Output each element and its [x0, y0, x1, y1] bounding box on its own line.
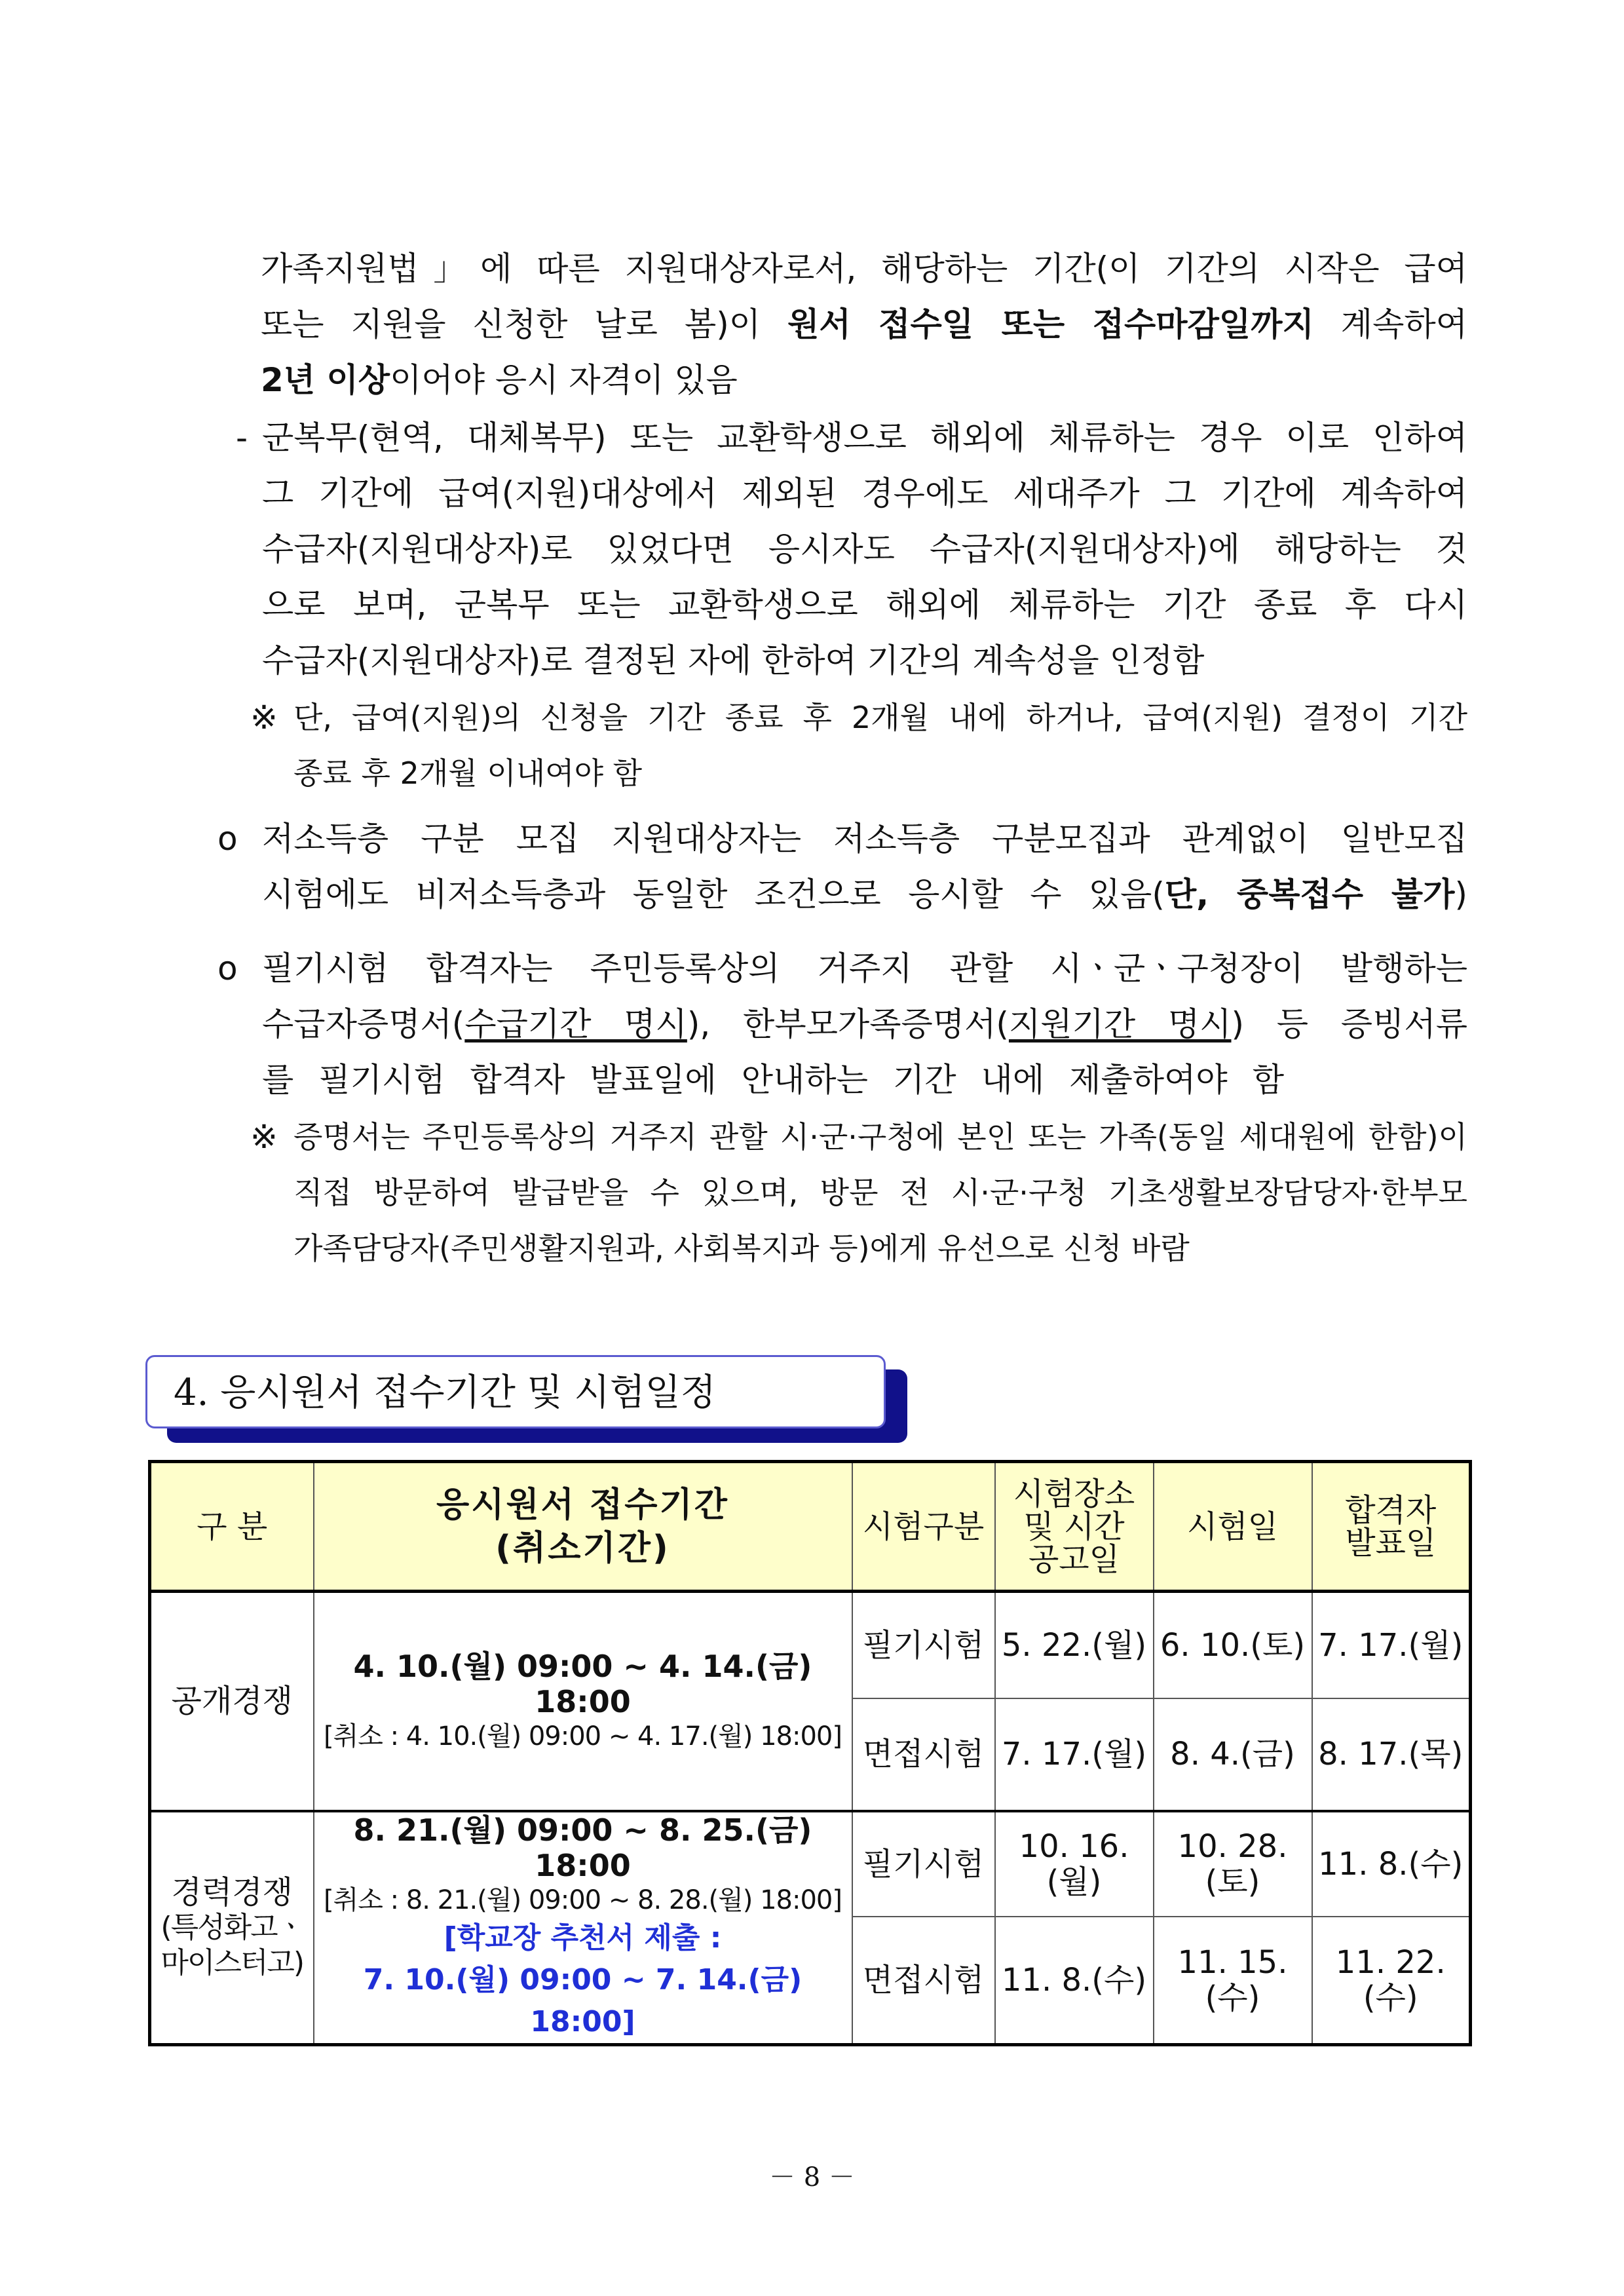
- header-result-date: 합격자 발표일: [1312, 1462, 1471, 1592]
- recommendation-notice: 7. 10.(월) 09:00 ~ 7. 14.(금) 18:00]: [363, 1962, 803, 2038]
- venue-date-cell: 10. 16.(월): [995, 1811, 1154, 1917]
- venue-date-cell: 7. 17.(월): [995, 1698, 1154, 1811]
- paragraph-line: 저소득층 구분 모집 지원대상자는 저소득층 구분모집과 관계없이 일반모집: [262, 820, 1467, 858]
- paragraph-line: 군복무(현역, 대체복무) 또는 교환학생으로 해외에 체류하는 경우 이로 인하여: [262, 419, 1467, 457]
- note-line: 단, 급여(지원)의 신청을 기간 종료 후 2개월 내에 하거나, 급여(지원) 결정이 기간: [293, 700, 1467, 735]
- category-open: 공개경쟁: [150, 1592, 314, 1811]
- paragraph-line: 가족지원법」에 따른 지원대상자로서, 해당하는 기간(이 기간의 시작은 급여: [261, 250, 1467, 288]
- paragraph-line: 필기시험 합격자는 주민등록상의 거주지 관할 시ㆍ군ㆍ구청장이 발행하는: [262, 949, 1467, 987]
- paragraph-line: 를 필기시험 합격자 발표일에 안내하는 기간 내에 제출하여야 함: [262, 1061, 1284, 1099]
- paragraph-line: 수급자증명서(수급기간 명시), 한부모가족증명서(지원기간 명시) 등 증빙서류: [262, 1005, 1468, 1043]
- underlined-text: 지원기간 명시: [1008, 1005, 1232, 1043]
- schedule-table: [148, 1460, 1472, 2046]
- paragraph-line: 또는 지원을 신청한 날로 봄)이 원서 접수일 또는 접수마감일까지 계속하여: [261, 305, 1468, 343]
- paragraph-line: 수급자(지원대상자)로 결정된 자에 한하여 기간의 계속성을 인정함: [262, 641, 1205, 679]
- table-row: [150, 1592, 1471, 1698]
- bullet-marker: o: [217, 820, 238, 858]
- note-line: 증명서는 주민등록상의 거주지 관할 시·군·구청에 본인 또는 가족(동일 세대원에 한함)이: [293, 1119, 1467, 1155]
- emphasis-text: 2년 이상: [261, 361, 390, 399]
- venue-date-cell: 5. 22.(월): [995, 1592, 1154, 1698]
- header-category: 구 분: [150, 1462, 314, 1592]
- exam-date-cell: 10. 28.(토): [1154, 1811, 1312, 1917]
- paragraph-line: 그 기간에 급여(지원)대상에서 제외된 경우에도 세대주가 그 기간에 계속하여: [262, 474, 1467, 512]
- result-date-cell: 11. 8.(수): [1312, 1811, 1471, 1917]
- table-header-row: [150, 1462, 1471, 1592]
- paragraph-line: 시험에도 비저소득층과 동일한 조건으로 응시할 수 있음(단, 중복접수 불가): [262, 875, 1467, 913]
- paragraph-line: 2년 이상이어야 응시 자격이 있음: [261, 361, 738, 399]
- page-number: － 8 －: [769, 2162, 855, 2192]
- exam-type-cell: 필기시험: [852, 1592, 995, 1698]
- exam-date-cell: 11. 15.(수): [1154, 1917, 1312, 2044]
- paragraph-line: 수급자(지원대상자)로 있었다면 응시자도 수급자(지원대상자)에 해당하는 것: [262, 530, 1467, 568]
- paragraph-line: 으로 보며, 군복무 또는 교환학생으로 해외에 체류하는 기간 종료 후 다시: [262, 586, 1467, 624]
- emphasis-text: 단, 중복접수 불가: [1164, 875, 1455, 913]
- dash-marker: -: [236, 419, 248, 457]
- exam-type-cell: 면접시험: [852, 1698, 995, 1811]
- note-line: 종료 후 2개월 이내여야 함: [293, 756, 643, 791]
- result-date-cell: 8. 17.(목): [1312, 1698, 1471, 1811]
- note-line: 직접 방문하여 발급받을 수 있으며, 방문 전 시·군·구청 기초생활보장담당자·한부모: [293, 1175, 1467, 1210]
- section-heading-box: [145, 1355, 886, 1428]
- result-date-cell: 11. 22.(수): [1312, 1917, 1471, 2044]
- emphasis-text: 원서 접수일 또는 접수마감일까지: [787, 305, 1314, 343]
- exam-date-cell: 6. 10.(토): [1154, 1592, 1312, 1698]
- section-title: 4. 응시원서 접수기간 및 시험일정: [174, 1371, 716, 1414]
- recommendation-notice: [학교장 추천서 제출 :: [444, 1921, 722, 1955]
- exam-date-cell: 8. 4.(금): [1154, 1698, 1312, 1811]
- header-venue-notice: 시험장소 및 시간 공고일: [995, 1462, 1154, 1592]
- underlined-text: 수급기간 명시: [464, 1005, 687, 1043]
- result-date-cell: 7. 17.(월): [1312, 1592, 1471, 1698]
- note-line: 가족담당자(주민생활지원과, 사회복지과 등)에게 유선으로 신청 바람: [293, 1231, 1190, 1266]
- header-application-period: 응시원서 접수기간 (취소기간): [314, 1462, 852, 1592]
- exam-type-cell: 면접시험: [852, 1917, 995, 2044]
- header-exam-type: 시험구분: [852, 1462, 995, 1592]
- header-exam-date: 시험일: [1154, 1462, 1312, 1592]
- note-marker: ※: [250, 1118, 278, 1156]
- venue-date-cell: 11. 8.(수): [995, 1917, 1154, 2044]
- exam-type-cell: 필기시험: [852, 1811, 995, 1917]
- category-career: 경력경쟁 (특성화고ㆍ 마이스터고): [150, 1811, 314, 2045]
- period-career: 8. 21.(월) 09:00 ~ 8. 25.(금) 18:00 [취소 : 8. 21.(월) 09:00 ~ 8. 28.(월) 18:00] [학교장 추천서 제출 : 7. 10.(월) 09:00 ~ 7. 14.(금) 18:00]: [314, 1811, 852, 2045]
- note-marker: ※: [250, 698, 278, 737]
- table-row: [150, 1811, 1471, 1917]
- period-open: 4. 10.(월) 09:00 ~ 4. 14.(금) 18:00 [취소 : 4. 10.(월) 09:00 ~ 4. 17.(월) 18:00]: [314, 1592, 852, 1811]
- bullet-marker: o: [217, 949, 238, 987]
